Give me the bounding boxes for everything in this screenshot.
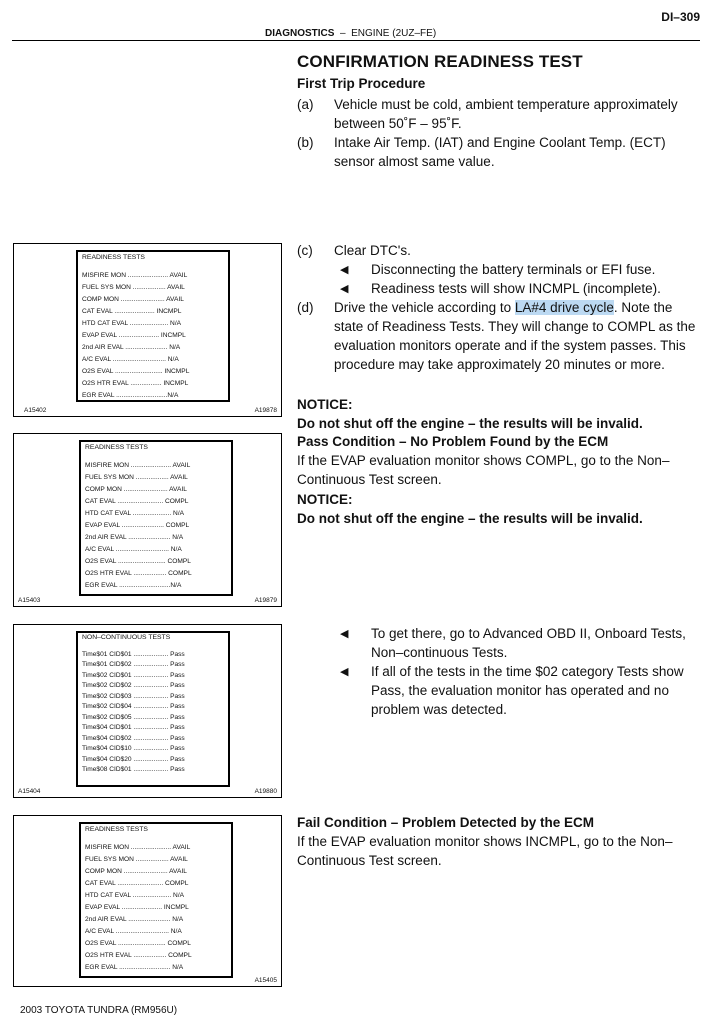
notice-text: Do not shut off the engine – the results will be invalid. [297,511,643,526]
screen-row: EGR EVAL ............................N/A [82,392,179,399]
screen-row: Time$02 CID$04 ................... Pass [82,703,185,710]
screen-row: EGR EVAL ............................N/A [85,582,182,589]
screen-row: MISFIRE MON ...................... AVAIL [85,462,191,469]
pass-condition-text: If the EVAP evaluation monitor shows COMPL, go to the Non–Continuous Test screen. [297,453,670,487]
screen-row: HTD CAT EVAL ..................... N/A [82,320,182,327]
notice-text: Do not shut off the engine – the results will be invalid. [297,416,643,431]
step-d-text-before: Drive the vehicle according to [334,300,515,315]
left-triangle-icon: ◀ [340,666,349,678]
screen-title: NON–CONTINUOUS TESTS [82,634,171,641]
footer: 2003 TOYOTA TUNDRA (RM956U) [20,1005,178,1016]
screen-row: MISFIRE MON ...................... AVAIL [82,272,188,279]
figure-code-left: A15404 [18,788,41,795]
screen-row: 2nd AIR EVAL ....................... N/A [85,916,184,923]
screen-row: Time$04 CID$01 ................... Pass [82,724,185,731]
step-a-label: (a) [297,97,314,112]
scan-tool-screen [79,822,233,978]
figure-readiness-compl [13,433,282,607]
drive-cycle-highlight: LA#4 drive cycle [514,300,614,315]
screen-row: HTD CAT EVAL ..................... N/A [85,892,185,899]
screen-row: CAT EVAL ...................... INCMPL [82,308,182,315]
page-title: CONFIRMATION READINESS TEST [297,52,583,71]
screen-row: 2nd AIR EVAL ....................... N/A [82,344,181,351]
step-a-text: Vehicle must be cold, ambient temperature approximately between 50˚F – 95˚F. [334,97,678,131]
notice-label: NOTICE: [297,397,353,412]
left-triangle-icon: ◀ [340,628,349,640]
step-b-text: Intake Air Temp. (IAT) and Engine Coolant Temp. (ECT) sensor almost same value. [334,135,666,169]
first-trip-heading: First Trip Procedure [297,76,426,91]
screen-row: A/C EVAL ............................. N/A [82,356,179,363]
figure-code-left: A15402 [24,407,47,414]
screen-row: CAT EVAL ......................... COMPL [85,498,189,505]
screen-row: Time$02 CID$02 ................... Pass [82,682,185,689]
screen-row: O2S HTR EVAL .................. COMPL [85,952,192,959]
screen-row: A/C EVAL ............................. N/A [85,546,182,553]
header-dash: – [340,28,346,39]
screen-row: O2S EVAL .......................... INCMPL [82,368,190,375]
step-b-label: (b) [297,135,314,150]
step-d-text-after: . Note the state of Readiness Tests. They will change to COMPL as the evaluation monitors operate and if the system passes. This procedure may take approximately 20 minutes or more. [334,300,696,372]
notice-label: NOTICE: [297,492,353,507]
screen-row: FUEL SYS MON .................. AVAIL [85,856,188,863]
screen-row: O2S HTR EVAL ................. INCMPL [82,380,189,387]
screen-row: 2nd AIR EVAL ....................... N/A [85,534,184,541]
running-header [265,28,436,39]
header-rule [12,40,700,41]
screen-row: FUEL SYS MON .................. AVAIL [85,474,188,481]
figure-readiness-evap-incmpl [13,815,282,987]
screen-row: O2S HTR EVAL .................. COMPL [85,570,192,577]
screen-row: A/C EVAL ............................. N/A [85,928,182,935]
screen-row: EVAP EVAL ...................... INCMPL [85,904,189,911]
step-c-bullet: Disconnecting the battery terminals or EFI fuse. [371,262,656,277]
nc-bullet: To get there, go to Advanced OBD II, Onboard Tests, Non–continuous Tests. [371,626,686,660]
page-number: DI–309 [661,10,700,24]
screen-row: COMP MON ........................ AVAIL [85,868,187,875]
screen-title: READINESS TESTS [85,444,148,451]
step-c-bullet: Readiness tests will show INCMPL (incomplete). [371,281,661,296]
step-d-text [334,298,700,374]
figure-code-left: A15403 [18,597,41,604]
screen-row: FUEL SYS MON .................. AVAIL [82,284,185,291]
screen-row: O2S EVAL .......................... COMPL [85,940,191,947]
scan-tool-screen [79,440,233,596]
fail-condition-heading: Fail Condition – Problem Detected by the ECM [297,815,595,830]
figure-code-right: A19880 [254,788,277,795]
screen-row: Time$04 CID$10 ................... Pass [82,745,185,752]
screen-row: CAT EVAL ......................... COMPL [85,880,189,887]
scan-tool-screen [76,250,230,402]
figure-non-continuous-tests [13,624,282,798]
header-subsection: ENGINE (2UZ–FE) [351,28,437,39]
screen-row: Time$04 CID$02 ................... Pass [82,734,185,742]
screen-title: READINESS TESTS [82,254,145,261]
step-c-label: (c) [297,243,313,258]
screen-row: Time$01 CID$02 ................... Pass [82,661,185,668]
screen-row: Time$02 CID$05 ................... Pass [82,713,185,721]
figure-readiness-incmpl [13,243,282,417]
screen-row: MISFIRE MON ...................... AVAIL [85,844,191,851]
screen-row: Time$04 CID$20 ................... Pass [82,755,185,763]
screen-title: READINESS TESTS [85,826,148,833]
screen-row: COMP MON ........................ AVAIL [85,486,187,493]
screen-row: Time$02 CID$01 ................... Pass [82,671,185,679]
screen-row: COMP MON ........................ AVAIL [82,296,184,303]
left-triangle-icon: ◀ [340,283,349,295]
screen-row: Time$02 CID$03 ................... Pass [82,692,185,700]
nc-bullet: If all of the tests in the time $02 category Tests show Pass, the evaluation monitor has operated and no problem was detected. [371,664,684,717]
left-triangle-icon: ◀ [340,264,349,276]
figure-code-right: A15405 [254,977,277,984]
screen-row: Time$08 CID$01 ................... Pass [82,766,185,773]
figure-code-right: A19879 [254,597,277,604]
scan-tool-screen [76,631,230,787]
screen-row: EGR EVAL ............................ N/A [85,964,184,971]
pass-condition-heading: Pass Condition – No Problem Found by the ECM [297,434,609,449]
step-d-label: (d) [297,300,314,315]
header-section: DIAGNOSTICS [265,28,335,39]
screen-row: O2S EVAL .......................... COMPL [85,558,191,565]
fail-condition-text: If the EVAP evaluation monitor shows INCMPL, go to the Non–Continuous Test screen. [297,834,673,868]
screen-row: EVAP EVAL ...................... INCMPL [82,332,186,339]
step-c-text: Clear DTC's. [334,243,411,258]
screen-row: HTD CAT EVAL ..................... N/A [85,510,185,517]
figure-code-right: A19878 [254,407,277,414]
screen-row: Time$01 CID$01 ................... Pass [82,650,185,658]
screen-row: EVAP EVAL ....................... COMPL [85,522,190,529]
